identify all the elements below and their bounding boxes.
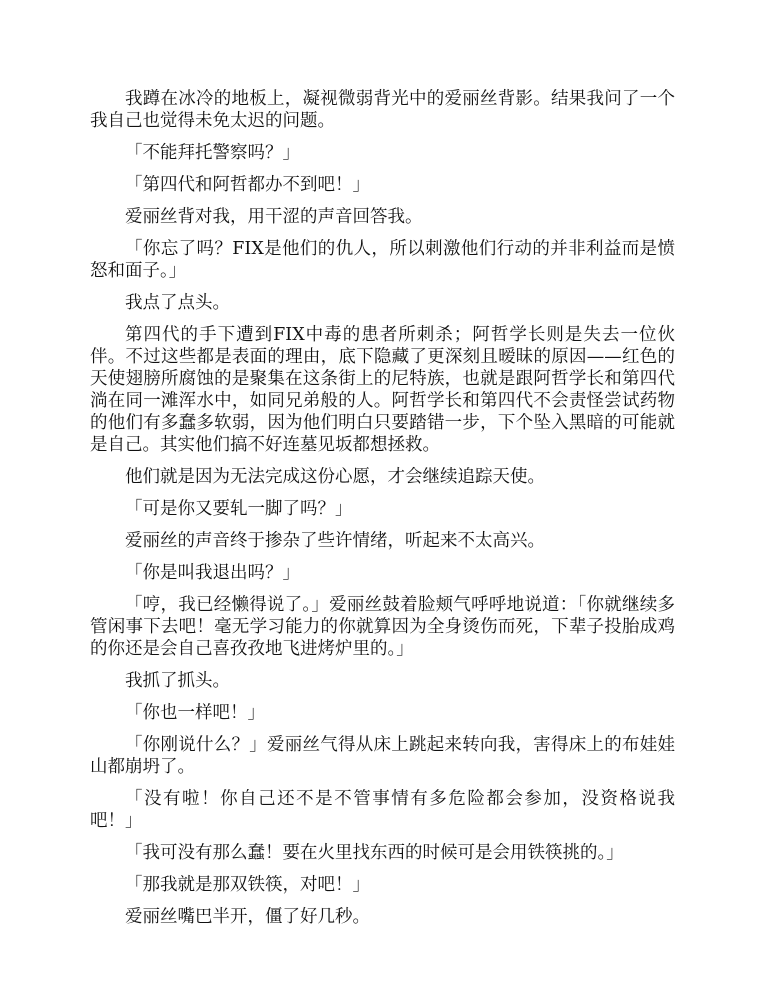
paragraph: 「第四代和阿哲都办不到吧！」: [125, 175, 370, 195]
paragraph: 爱丽丝的声音终于掺杂了些许情绪，听起来不太高兴。: [125, 531, 545, 551]
paragraph: 第四代的手下遭到FIX中毒的患者所刺杀；阿哲学长则是失去一位伙伴。不过这些都是表面的理由，底下隐藏了更深刻且暧昧的原因——红色的天使翅膀所腐蚀的是聚集在这条街上的尼特族，也就是跟阿哲学长和第四代淌在同一滩浑水中，如同兄弟般的人。阿哲学长和第四代不会责怪尝试药物的他们有多蠢多软弱，因为他们明白只要踏错一步，下个坠入黑暗的可能就是自己。其实他们搞不好连墓见坂都想拯救。: [90, 325, 675, 455]
paragraph: 我蹲在冰冷的地板上，凝视微弱背光中的爱丽丝背影。结果我问了一个我自己也觉得未免太迟的问题。: [90, 89, 675, 131]
paragraph: 「你是叫我退出吗？」: [125, 563, 300, 583]
paragraph: 我点了点头。: [125, 293, 230, 313]
paragraph: 「我可没有那么蠢！要在火里找东西的时候可是会用铁筷挑的。」: [125, 843, 624, 863]
paragraph: 他们就是因为无法完成这份心愿，才会继续追踪天使。: [125, 467, 545, 487]
paragraph: 我抓了抓头。: [125, 671, 230, 691]
paragraph: 「哼，我已经懒得说了。」爱丽丝鼓着脸颊气呼呼地说道：「你就继续多管闲事下去吧！毫无学习能力的你就算因为全身烫伤而死，下辈子投胎成鸡的你还是会自己喜孜孜地飞进烤炉里的。」: [90, 595, 675, 659]
paragraph: 「你忘了吗？FIX是他们的仇人，所以刺激他们行动的并非利益而是愤怒和面子。」: [90, 239, 675, 281]
document-page: [90, 88, 675, 938]
paragraph: 「可是你又要轧一脚了吗？」: [125, 499, 353, 519]
paragraph: 爱丽丝嘴巴半开，僵了好几秒。: [125, 907, 370, 927]
paragraph: 「你也一样吧！」: [125, 703, 265, 723]
paragraph: 爱丽丝背对我，用干涩的声音回答我。: [125, 207, 423, 227]
paragraph: 「你刚说什么？」爱丽丝气得从床上跳起来转向我，害得床上的布娃娃山都崩坍了。: [90, 735, 675, 777]
paragraph: 「没有啦！你自己还不是不管事情有多危险都会参加，没资格说我吧！」: [90, 789, 675, 831]
paragraph: 「那我就是那双铁筷，对吧！」: [125, 875, 370, 895]
paragraph: 「不能拜托警察吗？」: [125, 143, 300, 163]
